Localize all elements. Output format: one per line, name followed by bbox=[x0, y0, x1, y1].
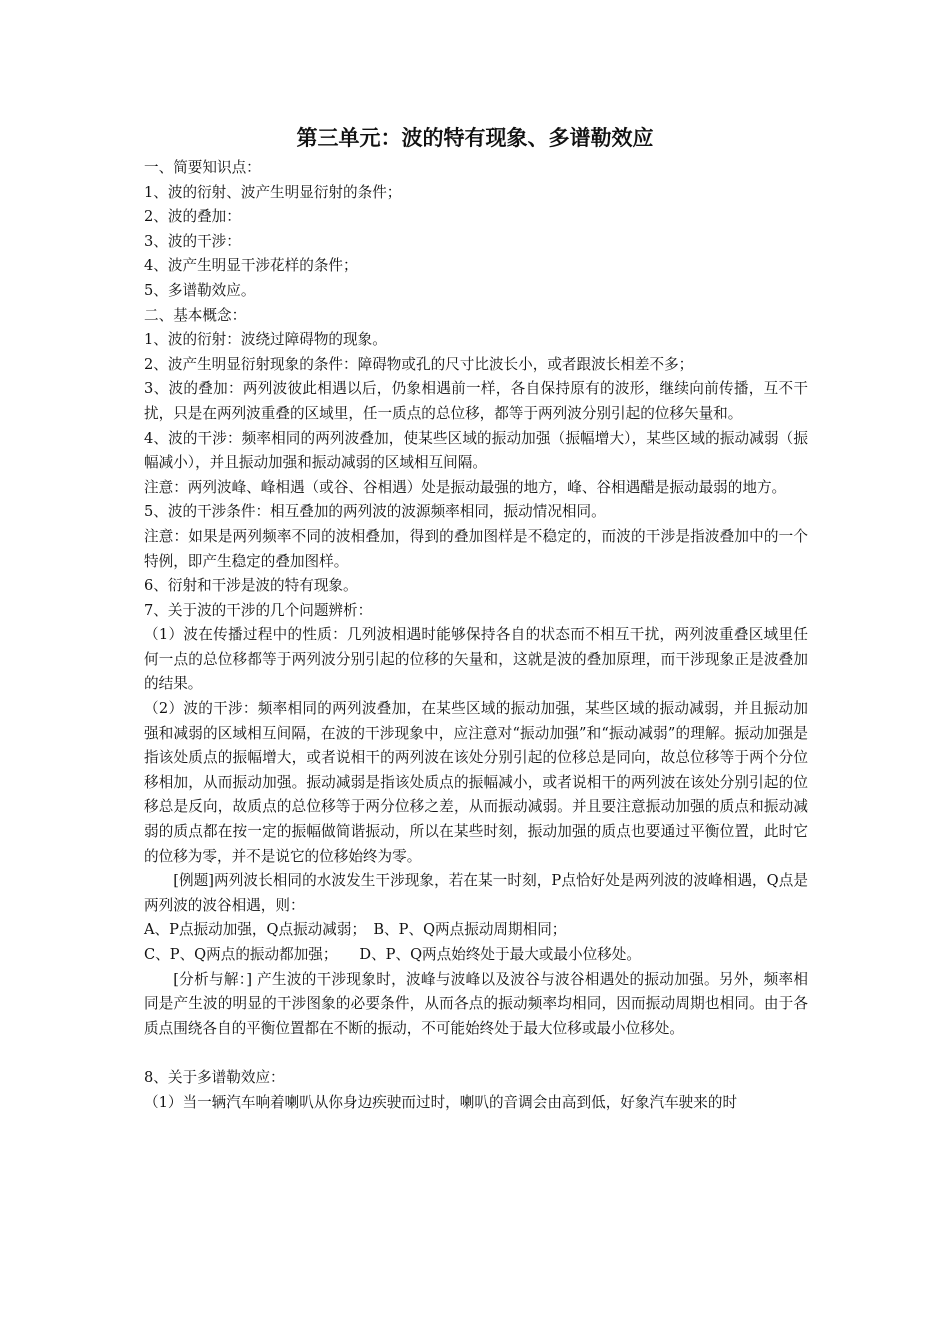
option-line: C、P、Q两点的振动都加强； D、P、Q两点始终处于最大或最小位移处。 bbox=[144, 946, 641, 963]
paragraph: 二、基本概念： bbox=[144, 306, 247, 324]
paragraph: 5、多谱勒效应。 bbox=[144, 281, 256, 299]
page-title: 第三单元：波的特有现象、多谱勒效应 bbox=[296, 126, 654, 150]
paragraph: 注意：两列波峰、峰相遇（或谷、谷相遇）处是振动最强的地方，峰、谷相遇醋是振动最弱的地方。 bbox=[144, 478, 787, 496]
example-question: [例题]两列波长相同的水波发生干涉现象，若在某一时刻，P点恰好处是两列波的波峰相遇，Q点是两列波的波谷相遇，则： bbox=[144, 872, 808, 914]
paragraph: （1）当一辆汽车响着喇叭从你身边疾驶而过时，喇叭的音调会由高到低，好象汽车驶来的时 bbox=[144, 1093, 738, 1111]
paragraph: 1、波的衍射：波绕过障碍物的现象。 bbox=[144, 331, 387, 349]
paragraph: 3、波的叠加：两列波彼此相遇以后，仍象相遇前一样，各自保持原有的波形，继续向前传播，互不干扰，只是在两列波重叠的区域里，任一质点的总位移，都等于两列波分别引起的位移矢量和。 bbox=[144, 380, 808, 422]
analysis-paragraph: [分析与解：] 产生波的干涉现象时，波峰与波峰以及波谷与波谷相遇处的振动加强。另外，频率相同是产生波的明显的干涉图象的必要条件，从而各点的振动频率均相同，因而振动周期也相同。由于各质点围绕各自的平衡位置都在不断的振动，不可能始终处于最大位移或最小位移处。 bbox=[144, 970, 808, 1037]
paragraph: 2、波产生明显衍射现象的条件：障碍物或孔的尺寸比波长小，或者跟波长相差不多； bbox=[144, 355, 694, 373]
paragraph: （2）波的干涉：频率相同的两列波叠加，在某些区域的振动加强，某些区域的振动减弱，并且振动加强和减弱的区域相互间隔，在波的干涉现象中，应注意对“振动加强”和“振动减弱”的理解。振动加强是指该处质点的振幅增大，或者说相干的两列波在该处分别引起的位移总是同向，故总位移等于两个分位移相加，从而振动加强。振动减弱是指该处质点的振幅减小，或者说相干的两列波在该处分别引起的位移总是反向，故质点的总位移等于两分位移之差，从而振动减弱。并且要注意振动加强的质点和振动减弱的质点都在按一定的振幅做简谐振动，所以在某些时刻，振动加强的质点也要通过平衡位置，此时它的位移为零，并不是说它的位移始终为零。 bbox=[144, 700, 808, 865]
paragraph: 一、简要知识点： bbox=[144, 159, 261, 176]
paragraph: 3、波的干涉： bbox=[144, 232, 241, 250]
paragraph: （1）波在传播过程中的性质：几列波相遇时能够保持各自的状态而不相互干扰，两列波重叠区域里任何一点的总位移都等于两列波分别引起的位移的矢量和，这就是波的叠加原理，而干涉现象正是波叠加的结果。 bbox=[144, 626, 808, 693]
option-line: A、P点振动加强，Q点振动减弱； B、P、Q两点振动周期相同； bbox=[144, 921, 567, 939]
paragraph: 7、关于波的干涉的几个问题辨析： bbox=[144, 601, 373, 619]
paragraph: 5、波的干涉条件：相互叠加的两列波的波源频率相同，振动情况相同。 bbox=[144, 503, 606, 521]
paragraph: 1、波的衍射、波产生明显衍射的条件； bbox=[144, 183, 402, 201]
paragraph: 注意：如果是两列频率不同的波相叠加，得到的叠加图样是不稳定的，而波的干涉是指波叠加中的一个特例，即产生稳定的叠加图样。 bbox=[144, 527, 808, 570]
document-body bbox=[144, 156, 808, 1115]
blank-line bbox=[144, 1041, 808, 1066]
paragraph: 6、衍射和干涉是波的特有现象。 bbox=[144, 577, 358, 595]
paragraph: 4、波的干涉：频率相同的两列波叠加，使某些区域的振动加强（振幅增大），某些区域的振动减弱（振幅减小），并且振动加强和振动减弱的区域相互间隔。 bbox=[144, 429, 808, 472]
paragraph: 4、波产生明显干涉花样的条件； bbox=[144, 257, 358, 275]
paragraph: 2、波的叠加： bbox=[144, 208, 241, 226]
paragraph: 8、关于多谱勒效应： bbox=[144, 1068, 285, 1086]
